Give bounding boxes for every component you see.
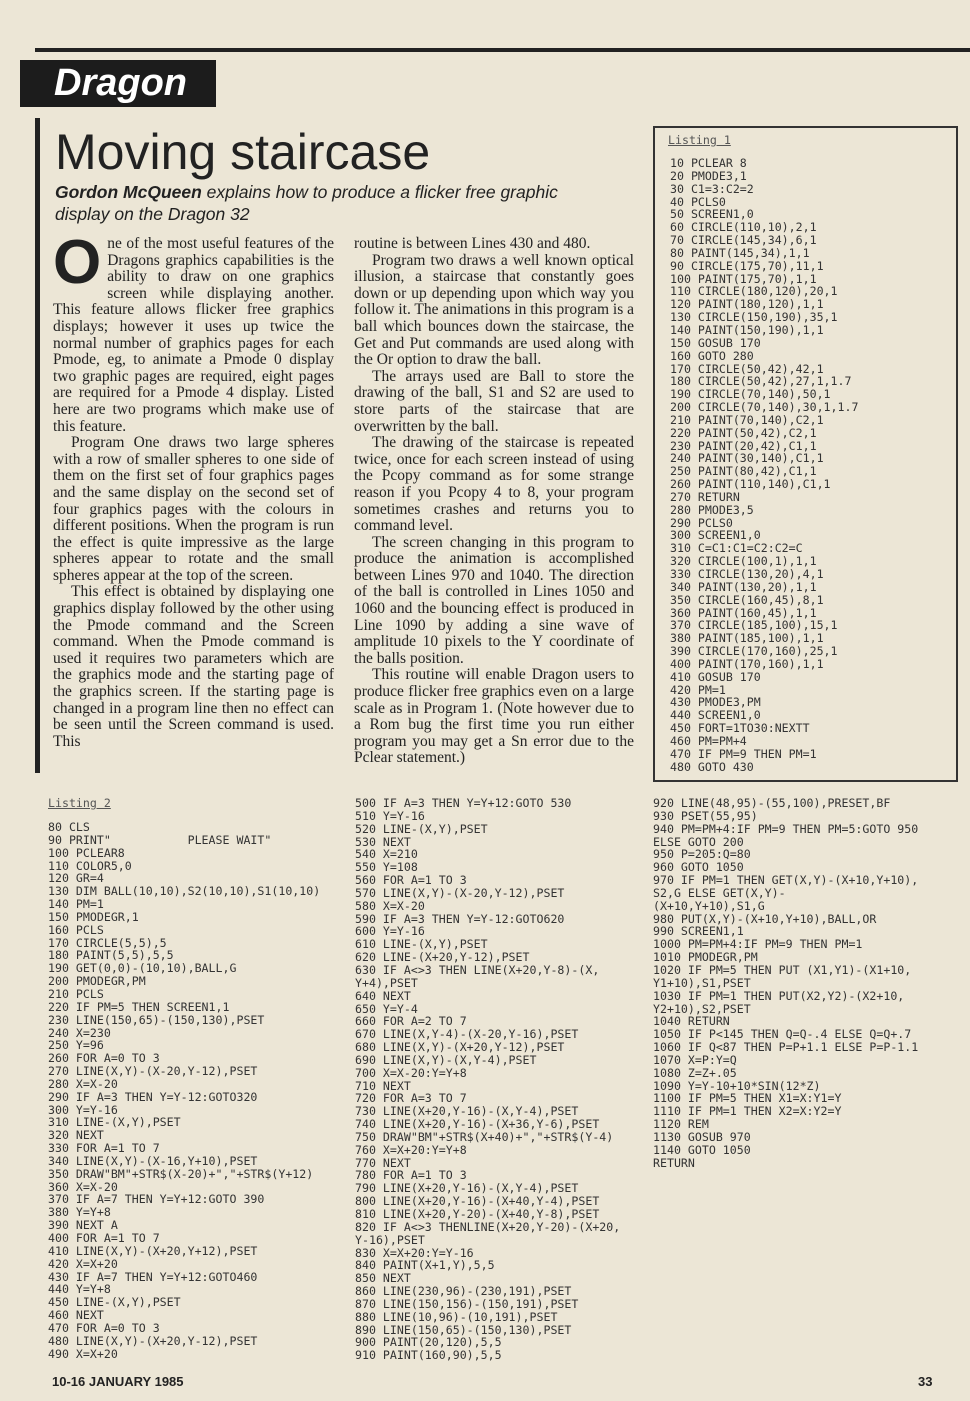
section-tag: Dragon: [20, 60, 216, 107]
article-title: Moving staircase: [55, 124, 431, 180]
paragraph: routine is between Lines 430 and 480.: [354, 235, 591, 252]
listing-2-code-part-1: 80 CLS 90 PRINT" PLEASE WAIT" 100 PCLEAR8 110 COLOR5,0 120 GR=4 130 DIM BALL(10,10),S2(10,10),S1(10,10) 140 PM=1 150 PMODEGR,1 160 PCLS 170 CIRCLE(5,5),5 180 PAINT(5,5),5,5 190 GET(0,0)-(10,10),BALL,G 200 PMODEGR,PM 210 PCLS 220 IF PM=5 THEN SCREEN1,1 230 LINE(150,65)-(150,130),PSET 240 X=230 250 Y=96 260 FOR A=0 TO 3 270 LINE(X,Y)-(X-20,Y-12),PSET 280 X=X-20 290 IF A=3 THEN Y=Y-12:GOTO320 300 Y=Y-16 310 LINE-(X,Y),PSET 320 NEXT 330 FOR A=1 TO 7 340 LINE(X,Y)-(X-16,Y+10),PSET 350 DRAW"BM"+STR$(X-20)+","+STR$(Y+12) 360 X=X-20 370 IF A=7 THEN Y=Y+12:GOTO 390 380 Y=Y+8 390 NEXT A 400 FOR A=1 TO 7 410 LINE(X,Y)-(X+20,Y+12),PSET 420 X=X+20 430 IF A=7 THEN Y=Y+12:GOTO460 440 Y=Y+8 450 LINE-(X,Y),PSET 460 NEXT 470 FOR A=0 TO 3 480 LINE(X,Y)-(X+20,Y-12),PSET 490 X=X+20: [48, 820, 321, 1361]
body-column-1: [53, 228, 334, 750]
listing-1-code: 10 PCLEAR 8 20 PMODE3,1 30 C1=3:C2=2 40 PCLS0 50 SCREEN1,0 60 CIRCLE(110,10),2,1 70 CIRCLE(145,34),6,1 80 PAINT(145,34),1,1 90 CIRCLE(175,70),11,1 100 PAINT(175,70),1,1 110 CIRCLE(180,120),20,1 120 PAINT(180,120),1,1 130 CIRCLE(150,190),35,1 140 PAINT(150,190),1,1 150 GOSUB 170 160 GOTO 280 170 CIRCLE(50,42),42,1 180 CIRCLE(50,42),27,1,1.7 190 CIRCLE(70,140),50,1 200 CIRCLE(70,140),30,1,1.7 210 PAINT(70,140),C2,1 220 PAINT(50,42),C2,1 230 PAINT(20,42),C1,1 240 PAINT(30,140),C1,1 250 PAINT(80,42),C1,1 260 PAINT(110,140),C1,1 270 RETURN 280 PMODE3,5 290 PCLS0 300 SCREEN1,0 310 C=C1:C1=C2:C2=C 320 CIRCLE(100,1),1,1 330 CIRCLE(130,20),4,1 340 PAINT(130,20),1,1 350 CIRCLE(160,45),8,1 360 PAINT(160,45),1,1 370 CIRCLE(185,100),15,1 380 PAINT(185,100),1,1 390 CIRCLE(170,160),25,1 400 PAINT(170,160),1,1 410 GOSUB 170 420 PM=1 430 PMODE3,PM 440 SCREEN1,0 450 FORT=1TO30:NEXTT 460 PM=PM+4 470 IF PM=9 THEN PM=1 480 GOTO 430: [670, 156, 859, 774]
paragraph: The arrays used are Ball to store the drawing of the ball, S1 and S2 are used to store parts of the staircase that are overwritten by the ball.: [354, 367, 634, 435]
page-number: 33: [918, 1374, 933, 1389]
paragraph: The drawing of the staircase is repeated twice, once for each screen instead of using the Pcopy command as for some strange reason if you Pcopy 4 to 8, your program sometimes crashes and returns you to command level.: [354, 434, 634, 535]
listing-2-code-part-2: 500 IF A=3 THEN Y=Y+12:GOTO 530 510 Y=Y-16 520 LINE-(X,Y),PSET 530 NEXT 540 X=210 550 Y=108 560 FOR A=1 TO 3 570 LINE(X,Y)-(X-20,Y-12),PSET 580 X=X-20 590 IF A=3 THEN Y=Y-12:GOTO620 600 Y=Y-16 610 LINE-(X,Y),PSET 620 LINE-(X+20,Y-12),PSET 630 IF A<>3 THEN LINE(X+20,Y-8)-(X, Y+4),PSET 640 NEXT 650 Y=Y-4 660 FOR A=2 TO 7 670 LINE(X,Y-4)-(X-20,Y-16),PSET 680 LINE(X,Y)-(X+20,Y-12),PSET 690 LINE(X,Y)-(X,Y-4),PSET 700 X=X-20:Y=Y+8 710 NEXT 720 FOR A=3 TO 7 730 LINE(X+20,Y-16)-(X,Y-4),PSET 740 LINE(X+20,Y-16)-(X+36,Y-6),PSET 750 DRAW"BM"+STR$(X+40)+","+STR$(Y-4) 760 X=X+20:Y=Y+8 770 NEXT 780 FOR A=1 TO 3 790 LINE(X+20,Y-16)-(X,Y-4),PSET 800 LINE(X+20,Y-16)-(X+40,Y-4),PSET 810 LINE(X+20,Y-20)-(X+40,Y-8),PSET 820 IF A<>3 THENLINE(X+20,Y-20)-(X+20, Y-16),PSET 830 X=X+20:Y=Y-16 840 PAINT(X+1,Y),5,5 850 NEXT 860 LINE(230,96)-(230,191),PSET 870 LINE(150,156)-(150,191),PSET 880 LINE(10,96)-(10,191),PSET 890 LINE(150,65)-(150,130),PSET 900 PAINT(20,120),5,5 910 PAINT(160,90),5,5: [355, 796, 621, 1363]
paragraph: The screen changing in this program to produce the animation is accomplished between Lines 970 and 1040. The direction of the ball is controlled in Lines 1050 and 1060 and the bouncing effect is produced in Line 1090 by adding a sine wave of amplitude 10 pixels to the Y coordinate of the balls position.: [354, 533, 634, 667]
footer-date: 10-16 JANUARY 1985: [52, 1374, 184, 1389]
paragraph: Program two draws a well known optical illusion, a staircase that constantly goes down or up depending upon which way you follow it. The animations in this program is a ball which bounces down the staircase, the Get and Put commands are used along with the Or option to draw the ball.: [354, 251, 634, 369]
listing-2-label: Listing 2: [48, 796, 111, 810]
listing-2-code-part-3: 920 LINE(48,95)-(55,100),PRESET,BF 930 PSET(55,95) 940 PM=PM+4:IF PM=9 THEN PM=5:GOTO 950 ELSE GOTO 200 950 P=205:Q=80 960 GOTO 1050 970 IF PM=1 THEN GET(X,Y)-(X+10,Y+10), S2,G ELSE GET(X,Y)- (X+10,Y+10),S1,G 980 PUT(X,Y)-(X+10,Y+10),BALL,OR 990 SCREEN1,1 1000 PM=PM+4:IF PM=9 THEN PM=1 1010 PMODEGR,PM 1020 IF PM=5 THEN PUT (X1,Y1)-(X1+10, Y1+10),S1,PSET 1030 IF PM=1 THEN PUT(X2,Y2)-(X2+10, Y2+10),S2,PSET 1040 RETURN 1050 IF P<145 THEN Q=Q-.4 ELSE Q=Q+.7 1060 IF Q<87 THEN P=P+1.1 ELSE P=P-1.1 1070 X=P:Y=Q 1080 Z=Z+.05 1090 Y=Y-10+10*SIN(12*Z) 1100 IF PM=5 THEN X1=X:Y1=Y 1110 IF PM=1 THEN X2=X:Y2=Y 1120 REM 1130 GOSUB 970 1140 GOTO 1050 RETURN: [653, 796, 919, 1170]
paragraph: One of the most useful features of the Dragons graphics capabilities is the ability to draw on one graphics screen while displaying another. This feature allows flicker free graphics displays; however it uses up twice the normal number of graphics pages for each Pmode, eg, to animate a Pmode 0 display two graphic pages are required, eight pages are required for a Pmode 4 display. Listed here are two programs which make use of this feature.: [53, 228, 334, 435]
top-rule: [35, 48, 970, 52]
paragraph: This effect is obtained by displaying one graphics display followed by the other using the Pmode command and the Screen command. When the Pmode command is used it requires two parameters which are the graphics mode and the starting page of the graphics screen. If the starting page is changed in a program line then no effect can be seen until the Screen command is used. This: [53, 583, 334, 750]
article-standfirst: [55, 181, 615, 225]
body-column-2: [354, 236, 634, 767]
standfirst-text: explains how to produce a flicker free graphic display on the Dragon 32: [55, 182, 558, 224]
article-side-bar: [35, 118, 40, 773]
paragraph: This routine will enable Dragon users to produce flicker free graphics even on a large scale as in Program 1. (Note however due to a Rom bug the first time you run either program you may get a Sn error due to the Pclear statement.): [354, 666, 634, 767]
author-name: Gordon McQueen: [55, 182, 202, 202]
listing-1-label: Listing 1: [668, 133, 731, 147]
paragraph: Program One draws two large spheres with a row of smaller spheres to one side of them on the first set of four graphics pages and the same display on the second set of four graphics pages with the colours in different positions. When the program is run the effect is quite impressive as the large spheres appear to rotate and the small spheres appear at the top of the screen.: [53, 434, 334, 584]
drop-cap: O: [53, 228, 102, 297]
